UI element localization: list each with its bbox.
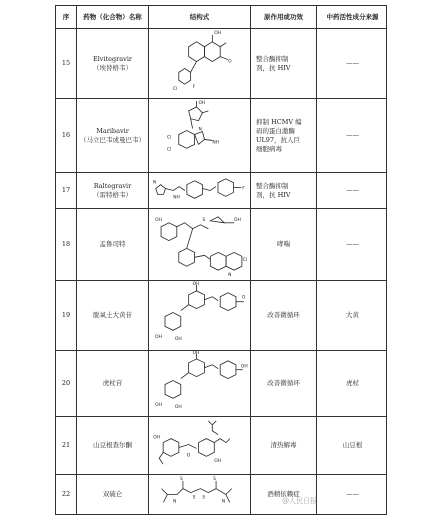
row-source [317,475,388,514]
structure-maribavir [149,99,251,172]
drug-name-en: Raltegravir [93,181,132,190]
svg-text:OH: OH [214,459,222,465]
mechanism-line: 整合酶抑制 [256,181,289,190]
source-value: —— [346,59,359,67]
structure-image [149,417,250,474]
row-mechanism [251,351,317,416]
svg-text:OH: OH [155,335,162,341]
row-no: 20 [56,351,77,416]
row-no: 15 [56,29,77,98]
row-no: 18 [56,209,77,280]
row-source [317,281,388,350]
table-header [55,5,387,29]
source-value: —— [346,186,359,194]
svg-text:OH: OH [174,405,182,411]
row-name [77,417,149,474]
source-value: —— [346,240,359,248]
row-no: 17 [56,173,77,208]
svg-text:S: S [213,476,216,482]
row-mechanism [251,209,317,280]
row-source [317,209,388,280]
svg-text:OH: OH [192,351,200,356]
drug-name-cn: （埃替格韦） [92,63,132,72]
source-value: 大黄 [346,311,359,319]
row-no: 19 [56,281,77,350]
row-mechanism [251,29,317,98]
row-mechanism [251,475,317,514]
mechanism-line: 酒精依赖症 [267,490,300,498]
row-no: 16 [56,99,77,172]
svg-text:N: N [152,180,157,186]
svg-text:N: N [228,273,232,279]
row-no: 21 [56,417,77,474]
table-row [55,417,387,475]
mechanism-line: 细胞病毒 [256,144,282,153]
drug-name-cn: 双硫仑 [102,490,123,498]
svg-text:OH: OH [192,281,200,287]
structure-rhaponticin [149,281,251,350]
structure-image [149,29,250,98]
mechanism-line: 剂，抗 HIV [256,190,291,199]
table-row [55,29,387,99]
structure-image [149,209,250,280]
table-row [55,99,387,173]
svg-text:OH: OH [174,337,182,343]
row-name [77,29,149,98]
drug-name-en: Elvitegravir [92,54,133,63]
svg-text:OH: OH [234,217,241,223]
svg-text:S: S [202,217,206,223]
svg-text:N: N [198,127,202,133]
svg-text:O: O [241,295,246,301]
row-mechanism [251,99,317,172]
row-source [317,417,388,474]
row-no: 22 [56,475,77,514]
drug-name-en: Maribavir [96,126,129,135]
table-row [55,281,387,351]
mechanism-line: 码的蛋白激酶 [256,126,295,135]
row-name [77,281,149,350]
svg-text:OH: OH [155,217,162,223]
mechanism-line: 整合酶抑制 [256,54,289,63]
structure-sophoradin [149,417,251,474]
svg-text:OH: OH [155,403,162,409]
svg-text:F: F [192,85,196,91]
structure-polydatin [149,351,251,416]
svg-text:S: S [202,495,206,501]
source-value: 山豆根 [342,441,363,449]
row-source [317,99,388,172]
svg-text:F: F [242,186,245,192]
svg-text:OH: OH [153,435,161,441]
source-value: —— [346,490,359,498]
source-value: —— [346,131,359,139]
mechanism-line: UL97，抗人巨 [256,135,301,144]
mechanism-line: 改善微循环 [267,311,300,319]
mechanism-line: 剂，抗 HIV [256,63,291,72]
header-source: 中药活性成分来源 [326,12,379,21]
drug-name-cn: 山豆根查尔酮 [93,441,132,449]
row-source [317,173,388,208]
row-name [77,209,149,280]
svg-text:Cl: Cl [242,258,248,264]
drug-name-cn: 孟鲁司特 [99,240,126,248]
header-name: 药物（化合物）名称 [77,6,149,28]
row-source [317,29,388,98]
drug-name-cn: 脱氧土大黄苷 [93,311,132,319]
svg-text:OH: OH [198,100,206,106]
svg-text:O: O [186,453,191,459]
svg-text:Cl: Cl [172,87,178,93]
drug-name-cn: 虎杖苷 [102,379,123,387]
table-row [55,209,387,281]
row-name [77,173,149,208]
header-mechanism: 原作用或功效 [251,6,317,28]
drug-name-cn: （雷特格韦） [93,190,132,199]
structure-image [149,173,250,208]
structure-raltegravir [149,173,251,208]
svg-text:N: N [221,499,226,505]
watermark: @人民日报 [282,497,317,505]
row-source [317,351,388,416]
header-no: 序 [56,6,77,28]
svg-text:NH: NH [212,140,219,146]
source-value: 虎杖 [346,379,359,387]
row-mechanism [251,173,317,208]
row-name [77,99,149,172]
structure-disulfiram [149,475,251,514]
svg-text:O: O [228,59,232,65]
row-name [77,475,149,514]
drug-name-cn: （马立巴韦或曼巴韦） [80,135,145,144]
mechanism-line: 清热解毒 [270,441,297,449]
svg-text:Cl: Cl [166,147,172,153]
svg-text:OH: OH [240,364,248,370]
structure-image [149,475,250,514]
svg-text:S: S [192,495,196,501]
table-row [55,351,387,417]
structure-elvitegravir [149,29,251,98]
structure-image [149,99,250,172]
svg-text:N: N [173,499,177,505]
svg-text:S: S [180,476,183,482]
header-structure: 结构式 [149,6,251,28]
svg-text:NH: NH [173,195,180,201]
table-row [55,475,387,515]
row-mechanism [251,281,317,350]
mechanism-line: 改善微循环 [267,379,300,387]
mechanism-line: 哮喘 [277,240,290,248]
table-row [55,173,387,209]
row-name [77,351,149,416]
svg-text:Cl: Cl [166,135,172,141]
svg-text:OH: OH [214,30,222,36]
structure-image [149,351,250,416]
structure-image [149,281,250,350]
mechanism-line: 抑制 HCMV 编 [256,117,302,126]
row-mechanism [251,417,317,474]
structure-montelukast [149,209,251,280]
